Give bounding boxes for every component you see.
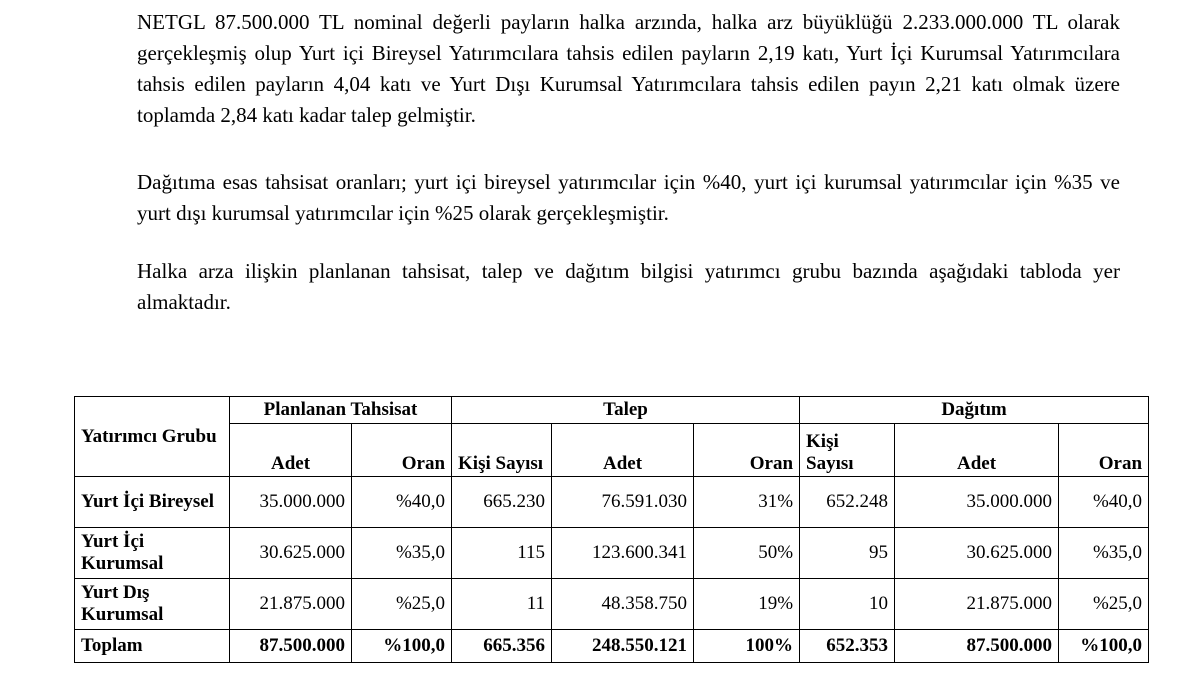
- cell-demand-oran: 31%: [694, 477, 800, 528]
- cell-demand-adet: 123.600.341: [552, 528, 694, 579]
- subheader-demand-kisi: Kişi Sayısı: [452, 424, 552, 477]
- cell-planned-oran: %35,0: [352, 528, 452, 579]
- cell-demand-kisi: 665.230: [452, 477, 552, 528]
- subheader-demand-oran: Oran: [694, 424, 800, 477]
- table-header-row-subheaders: [75, 424, 1149, 477]
- subheader-dist-kisi: Kişi Sayısı: [800, 424, 895, 477]
- cell-dist-adet: 30.625.000: [895, 528, 1059, 579]
- subheader-demand-adet: Adet: [552, 424, 694, 477]
- row-investor-group: Yurt İçi Bireysel: [75, 477, 230, 528]
- total-demand-oran: 100%: [694, 630, 800, 663]
- paragraph-allocation-ratios: Dağıtıma esas tahsisat oranları; yurt içi bireysel yatırımcılar için %40, yurt içi kurumsal yatırımcılar için %35 ve yurt dışı kurumsal yatırımcılar için %25 olarak gerçekleşmiştir.: [137, 170, 1120, 225]
- cell-demand-adet: 48.358.750: [552, 579, 694, 630]
- table-header-row-groups: [75, 397, 1149, 424]
- subheader-planned-oran: Oran: [352, 424, 452, 477]
- cell-dist-kisi: 95: [800, 528, 895, 579]
- paragraph-table-intro: Halka arza ilişkin planlanan tahsisat, talep ve dağıtım bilgisi yatırımcı grubu bazında aşağıdaki tabloda yer almaktadır.: [137, 259, 1120, 314]
- cell-demand-oran: 19%: [694, 579, 800, 630]
- subheader-dist-adet: Adet: [895, 424, 1059, 477]
- cell-demand-kisi: 11: [452, 579, 552, 630]
- subheader-planned-adet: Adet: [230, 424, 352, 477]
- cell-planned-adet: 21.875.000: [230, 579, 352, 630]
- table-total-row: [75, 630, 1149, 663]
- cell-planned-adet: 30.625.000: [230, 528, 352, 579]
- header-investor-group: Yatırımcı Grubu: [75, 397, 230, 477]
- cell-planned-adet: 35.000.000: [230, 477, 352, 528]
- total-planned-oran: %100,0: [352, 630, 452, 663]
- paragraph-offering-summary: NETGL 87.500.000 TL nominal değerli payların halka arzında, halka arz büyüklüğü 2.233.000.000 TL olarak gerçekleşmiş olup Yurt içi Bireysel Yatırımcılara tahsis edilen payların 2,19 katı, Yurt İçi Kurumsal Yatırımcılara tahsis edilen payların 4,04 katı ve Yurt Dışı Kurumsal Yatırımcılara tahsis edilen payın 2,21 katı olmak üzere toplamda 2,84 katı kadar talep gelmiştir.: [137, 10, 1120, 127]
- total-planned-adet: 87.500.000: [230, 630, 352, 663]
- cell-dist-oran: %35,0: [1059, 528, 1149, 579]
- header-demand: Talep: [452, 397, 800, 424]
- total-dist-oran: %100,0: [1059, 630, 1149, 663]
- cell-demand-oran: 50%: [694, 528, 800, 579]
- total-demand-kisi: 665.356: [452, 630, 552, 663]
- cell-planned-oran: %25,0: [352, 579, 452, 630]
- cell-dist-oran: %40,0: [1059, 477, 1149, 528]
- cell-dist-kisi: 652.248: [800, 477, 895, 528]
- total-dist-kisi: 652.353: [800, 630, 895, 663]
- row-investor-group: Yurt İçi Kurumsal: [75, 528, 230, 579]
- table-row: [75, 477, 1149, 528]
- cell-dist-adet: 21.875.000: [895, 579, 1059, 630]
- header-planned-allocation: Planlanan Tahsisat: [230, 397, 452, 424]
- header-distribution: Dağıtım: [800, 397, 1149, 424]
- cell-dist-oran: %25,0: [1059, 579, 1149, 630]
- cell-dist-adet: 35.000.000: [895, 477, 1059, 528]
- cell-planned-oran: %40,0: [352, 477, 452, 528]
- cell-dist-kisi: 10: [800, 579, 895, 630]
- cell-demand-kisi: 115: [452, 528, 552, 579]
- subheader-dist-oran: Oran: [1059, 424, 1149, 477]
- total-demand-adet: 248.550.121: [552, 630, 694, 663]
- total-label: Toplam: [75, 630, 230, 663]
- total-dist-adet: 87.500.000: [895, 630, 1059, 663]
- table-row: [75, 528, 1149, 579]
- row-investor-group: Yurt Dış Kurumsal: [75, 579, 230, 630]
- cell-demand-adet: 76.591.030: [552, 477, 694, 528]
- table-row: [75, 579, 1149, 630]
- allocation-table: [74, 396, 1149, 663]
